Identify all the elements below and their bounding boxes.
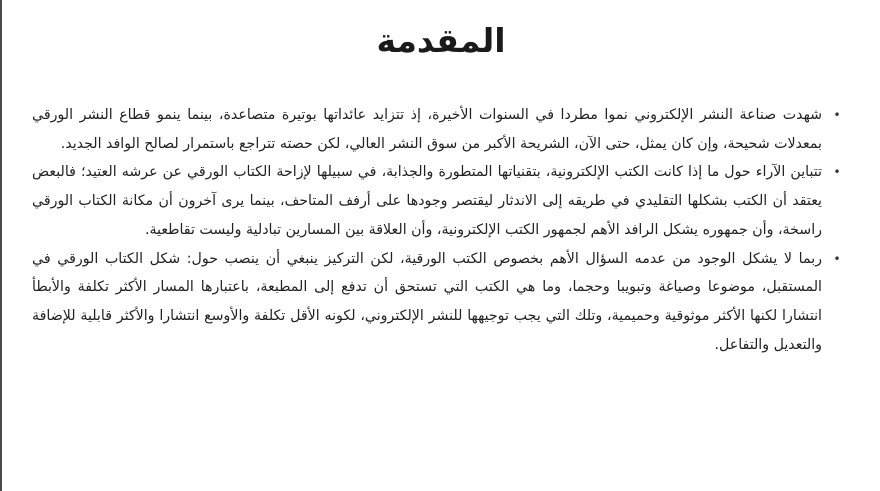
bullet-marker: • — [833, 108, 841, 122]
bullet-paragraph-2 — [32, 158, 841, 244]
page-title: المقدمة — [376, 21, 506, 60]
paragraph-text: ربما لا يشكل الوجود من عدمه السؤال الأهم بخصوص الكتب الورقية، لكن التركيز ينبغي أن ينصب حول: شكل الكتاب الورقي في المستقبل، موضوعا وصياغة وتبويبا وحجما، وما هي الكتب التي تستحق أن تدفع إلى المطبعة، باعتبارها المسار الأكثر تكلفة والأبطأ انتشارا لكنها الأكثر موثوقية وحميمية، وتلك التي يجب توجيهها للنشر الإلكتروني، لكونه الأقل تكلفة والأوسع انتشارا والأكثر قابلية للإضافة والتعديل والتفاعل. — [32, 250, 822, 353]
bullet-paragraph-3 — [32, 245, 841, 360]
bullet-paragraph-1 — [32, 101, 841, 158]
document-page — [2, 0, 880, 491]
bullet-list — [32, 101, 844, 359]
paragraph-text: شهدت صناعة النشر الإلكتروني نموا مطردا في السنوات الأخيرة، إذ تتزايد عائداتها بوتيرة متصاعدة، بينما ينمو قطاع النشر الورقي بمعدلات شحيحة، وإن كان يمثل، حتى الآن، الشريحة الأكبر من سوق النشر العالي، لكن حصته تتراجع باستمرار لصالح الوافد الجديد. — [32, 107, 822, 152]
paragraph-text: تتباين الآراء حول ما إذا كانت الكتب الإلكترونية، بتقنياتها المتطورة والجذابة، في سبيلها لإزاحة الكتاب الورقي عن عرشه العتيد؛ فالبعض يعتقد أن الكتب بشكلها التقليدي في طريقه إلى الاندثار ليقتصر وجودها على أرفف المتاحف، بينما يرى آخرون أن مكانة الكتاب الورقي راسخة، وأن جمهوره يشكل الرافد الأهم لجمهور الكتب الإلكترونية، وأن العلاقة بين المسارين تبادلية وليست تقاطعية. — [32, 164, 822, 238]
bullet-marker: • — [833, 251, 841, 266]
bullet-marker: • — [833, 165, 841, 180]
